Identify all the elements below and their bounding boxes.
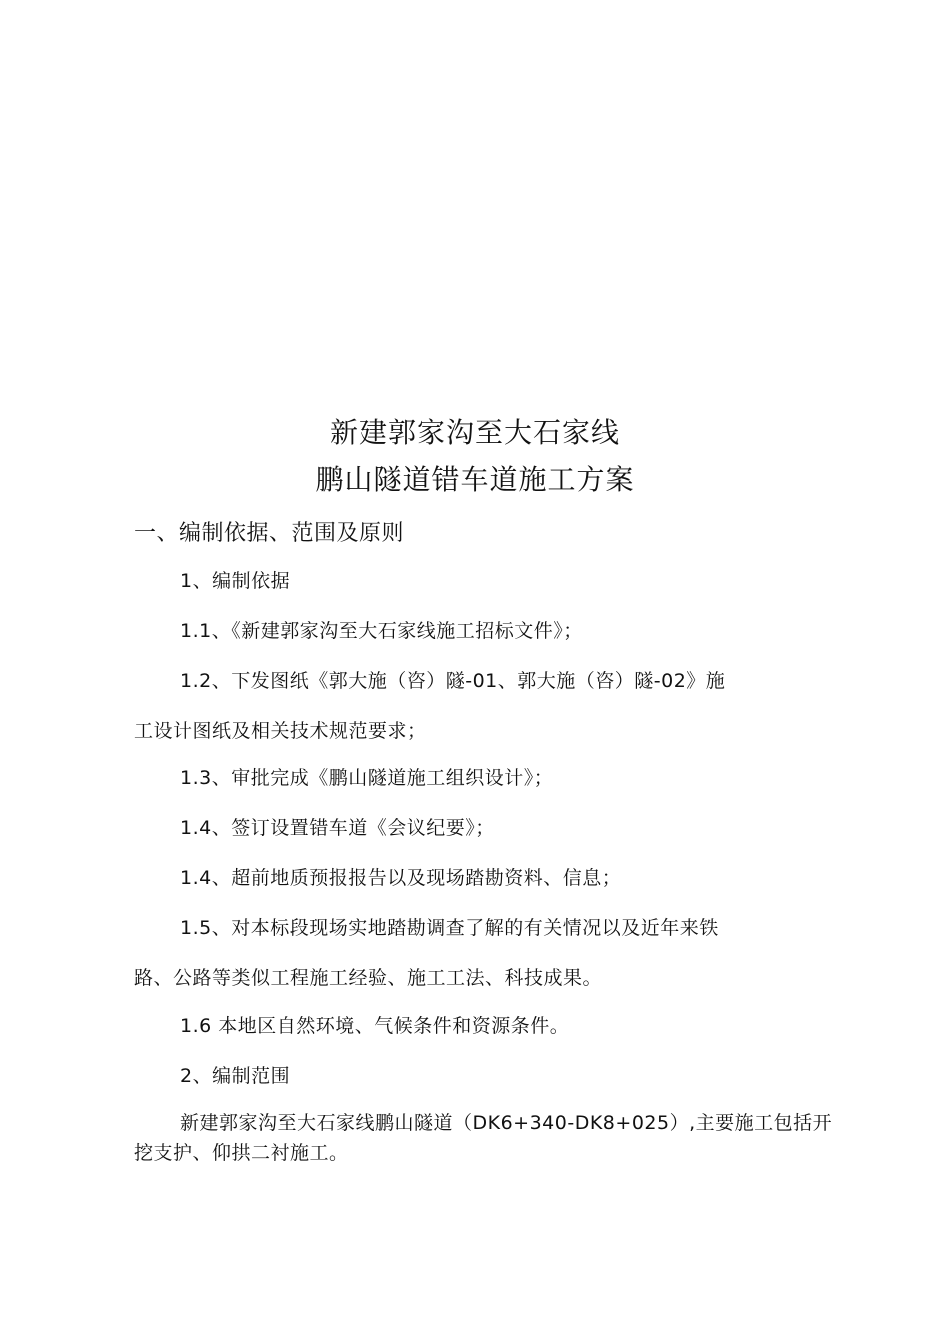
list-item: 1.4、超前地质预报报告以及现场踏勘资料、信息； [180, 867, 622, 889]
subsection-heading-basis: 1、编制依据 [180, 570, 291, 592]
list-item-continuation: 路、公路等类似工程施工经验、施工工法、科技成果。 [134, 967, 603, 989]
document-title-line1: 新建郭家沟至大石家线 [329, 416, 620, 449]
list-item: 1.4、签订设置错车道《会议纪要》； [180, 817, 495, 839]
scope-paragraph: 新建郭家沟至大石家线鹏山隧道（DK6+340-DK8+025）,主要施工包括开挖支护、仰拱二衬施工。 [134, 1112, 833, 1164]
list-item: 1.1、《新建郭家沟至大石家线施工招标文件》； [180, 620, 583, 642]
list-item: 1.6 本地区自然环境、气候条件和资源条件。 [180, 1015, 570, 1037]
list-item: 1.3、审批完成《鹏山隧道施工组织设计》； [180, 767, 554, 789]
list-item: 1.5、对本标段现场实地踏勘调查了解的有关情况以及近年来铁 [180, 917, 719, 939]
list-item-continuation: 工设计图纸及相关技术规范要求； [134, 720, 427, 742]
document-title-line2: 鹏山隧道错车道施工方案 [315, 463, 635, 496]
subsection-heading-scope: 2、编制范围 [180, 1065, 291, 1087]
section-heading: 一、编制依据、范围及原则 [134, 521, 405, 546]
list-item: 1.2、下发图纸《郭大施（咨）隧-01、郭大施（咨）隧-02》施 [180, 670, 726, 692]
